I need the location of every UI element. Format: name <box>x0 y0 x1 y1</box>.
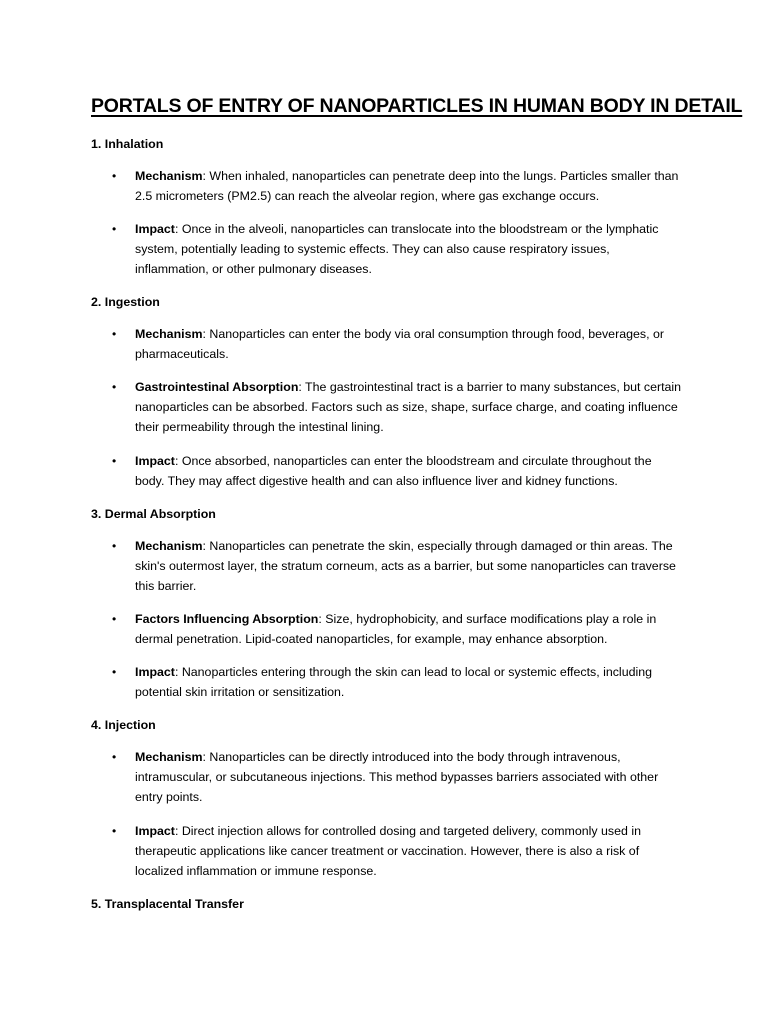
item-term: Factors Influencing Absorption <box>135 612 319 626</box>
bullet-icon: • <box>112 222 117 236</box>
item-text: : Nanoparticles can enter the body via oral consumption through food, beverages, or pharmaceuticals. <box>135 327 664 362</box>
item-term: Mechanism <box>135 169 203 183</box>
section-heading-injection: 4. Injection <box>91 718 156 732</box>
item-term: Mechanism <box>135 539 203 553</box>
section-heading-dermal-absorption: 3. Dermal Absorption <box>91 507 216 521</box>
item-term: Mechanism <box>135 327 203 341</box>
list-item <box>135 166 683 206</box>
bullet-icon: • <box>112 454 117 468</box>
item-term: Gastrointestinal Absorption <box>135 380 299 394</box>
list-item <box>135 662 683 702</box>
list-item <box>135 219 683 280</box>
bullet-icon: • <box>112 380 117 394</box>
bullet-icon: • <box>112 824 117 838</box>
list-item <box>135 377 683 438</box>
item-text: : When inhaled, nanoparticles can penetrate deep into the lungs. Particles smaller than 2.5 micrometers (PM2.5) can reach the alveolar region, where gas exchange occurs. <box>135 169 679 204</box>
bullet-icon: • <box>112 612 117 626</box>
item-text: : The gastrointestinal tract is a barrier to many substances, but certain nanoparticles can be absorbed. Factors such as size, shape, surface charge, and coating influence their permeability through the intestinal lining. <box>135 380 682 435</box>
document-title: PORTALS OF ENTRY OF NANOPARTICLES IN HUMAN BODY IN DETAIL <box>91 95 743 117</box>
list-item <box>135 536 683 597</box>
item-term: Impact <box>135 824 175 838</box>
item-text: : Once absorbed, nanoparticles can enter the bloodstream and circulate throughout the body. They may affect digestive health and can also influence liver and kidney functions. <box>135 454 652 489</box>
list-item <box>135 747 683 808</box>
list-item <box>135 609 683 649</box>
list-item <box>135 324 683 364</box>
bullet-icon: • <box>112 327 117 341</box>
item-text: : Once in the alveoli, nanoparticles can translocate into the bloodstream or the lymphatic system, potentially leading to systemic effects. They can also cause respiratory issues, inflammation, or other pulmonary diseases. <box>135 222 659 277</box>
item-text: : Nanoparticles entering through the skin can lead to local or systemic effects, including potential skin irritation or sensitization. <box>135 665 653 700</box>
section-heading-transplacental-transfer: 5. Transplacental Transfer <box>91 897 244 911</box>
bullet-icon: • <box>112 750 117 764</box>
item-text: : Size, hydrophobicity, and surface modifications play a role in dermal penetration. Lipid-coated nanoparticles, for example, may enhance absorption. <box>135 612 657 647</box>
section-heading-inhalation: 1. Inhalation <box>91 137 164 151</box>
item-term: Impact <box>135 222 175 236</box>
bullet-icon: • <box>112 539 117 553</box>
list-item <box>135 451 683 491</box>
bullet-icon: • <box>112 665 117 679</box>
bullet-icon: • <box>112 169 117 183</box>
section-heading-ingestion: 2. Ingestion <box>91 295 160 309</box>
item-text: : Nanoparticles can penetrate the skin, especially through damaged or thin areas. The skin's outermost layer, the stratum corneum, acts as a barrier, but some nanoparticles can traverse this barrier. <box>135 539 676 594</box>
item-text: : Nanoparticles can be directly introduced into the body through intravenous, intramuscular, or subcutaneous injections. This method bypasses barriers associated with other entry points. <box>135 750 659 805</box>
list-item <box>135 821 683 882</box>
item-term: Impact <box>135 665 175 679</box>
item-term: Mechanism <box>135 750 203 764</box>
item-term: Impact <box>135 454 175 468</box>
item-text: : Direct injection allows for controlled dosing and targeted delivery, commonly used in therapeutic applications like cancer treatment or vaccination. However, there is also a risk of localized inflammation or immune response. <box>135 824 641 879</box>
